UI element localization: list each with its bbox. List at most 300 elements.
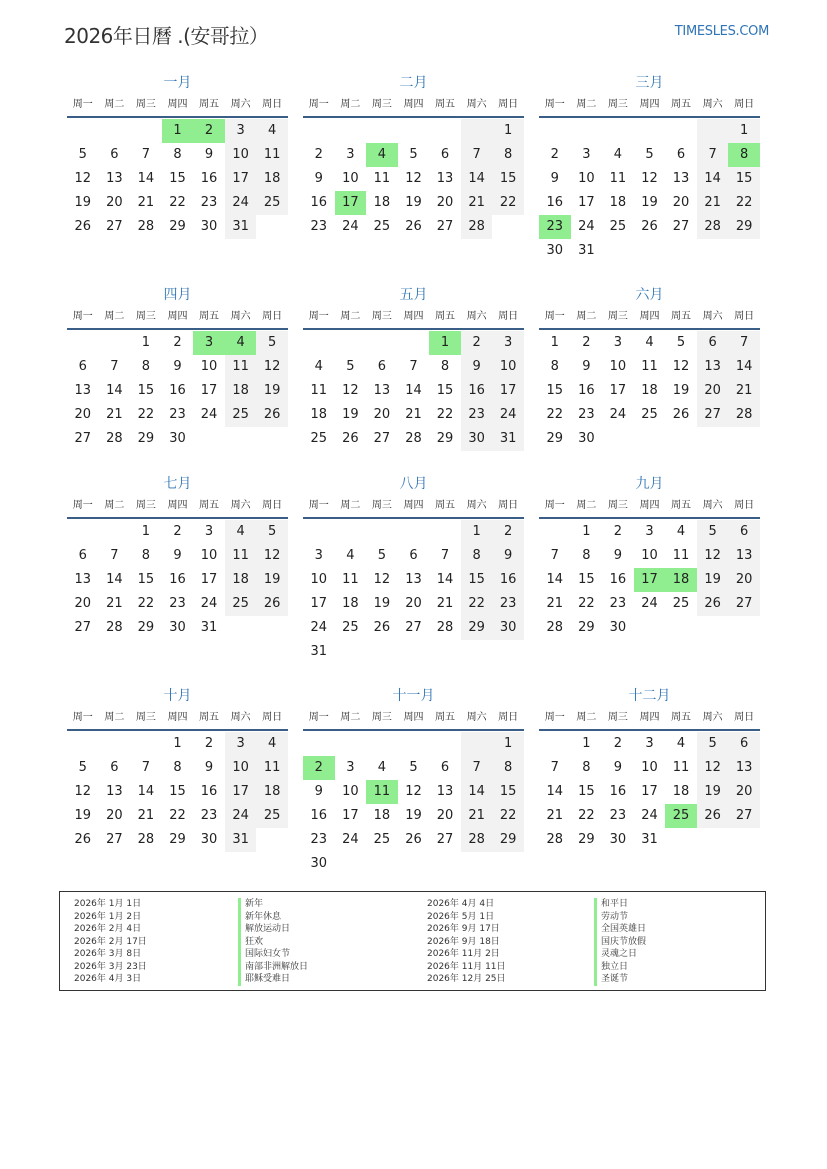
- day-cell[interactable]: 16: [310, 808, 328, 823]
- day-cell[interactable]: 22: [578, 808, 595, 823]
- day-cell[interactable]: 23: [609, 596, 627, 611]
- day-cell[interactable]: 10: [578, 171, 595, 186]
- day-cell[interactable]: 9: [613, 760, 623, 775]
- weekend-day-cell[interactable]: 19: [256, 568, 288, 592]
- day-cell[interactable]: 9: [173, 359, 182, 374]
- day-cell[interactable]: 5: [78, 760, 87, 775]
- day-cell[interactable]: 17: [578, 195, 595, 210]
- weekend-day-cell[interactable]: 15: [728, 167, 760, 191]
- weekend-day-cell[interactable]: 25: [225, 592, 257, 616]
- day-cell[interactable]: 15: [169, 171, 186, 186]
- day-cell[interactable]: 21: [106, 596, 123, 611]
- day-cell[interactable]: 14: [546, 784, 564, 799]
- weekend-day-cell[interactable]: 18: [225, 379, 257, 403]
- day-cell[interactable]: 24: [200, 407, 218, 422]
- day-cell[interactable]: 22: [137, 596, 155, 611]
- holiday-day-cell[interactable]: 11: [366, 780, 398, 804]
- brand-logo[interactable]: TIMESLES.COM: [674, 24, 769, 39]
- weekend-day-cell[interactable]: 7: [461, 143, 493, 167]
- day-cell[interactable]: 20: [106, 195, 123, 210]
- day-cell[interactable]: 25: [342, 620, 359, 635]
- day-cell[interactable]: 31: [641, 832, 658, 847]
- weekend-day-cell[interactable]: 22: [461, 592, 493, 616]
- day-cell[interactable]: 18: [310, 407, 328, 422]
- day-cell[interactable]: 25: [310, 431, 328, 446]
- day-cell[interactable]: 27: [436, 219, 454, 234]
- weekend-day-cell[interactable]: 4: [256, 732, 288, 756]
- day-cell[interactable]: 15: [578, 572, 595, 587]
- day-cell[interactable]: 5: [409, 147, 418, 162]
- weekend-day-cell[interactable]: 8: [492, 143, 524, 167]
- day-cell[interactable]: 16: [609, 784, 627, 799]
- weekend-day-cell[interactable]: 4: [225, 520, 257, 544]
- day-cell[interactable]: 28: [436, 620, 454, 635]
- weekend-day-cell[interactable]: 25: [225, 403, 257, 427]
- day-cell[interactable]: 12: [74, 171, 92, 186]
- day-cell[interactable]: 11: [310, 383, 328, 398]
- day-cell[interactable]: 24: [342, 832, 359, 847]
- day-cell[interactable]: 8: [173, 760, 182, 775]
- weekend-day-cell[interactable]: 14: [728, 355, 760, 379]
- weekend-day-cell[interactable]: 26: [697, 804, 729, 828]
- day-cell[interactable]: 7: [110, 548, 119, 563]
- day-cell[interactable]: 11: [373, 171, 391, 186]
- weekend-day-cell[interactable]: 27: [697, 403, 729, 427]
- day-cell[interactable]: 21: [137, 195, 155, 210]
- day-cell[interactable]: 3: [645, 524, 654, 539]
- weekend-day-cell[interactable]: 6: [697, 331, 729, 355]
- holiday-day-cell[interactable]: 4: [225, 331, 257, 355]
- weekend-day-cell[interactable]: 27: [728, 804, 760, 828]
- day-cell[interactable]: 20: [436, 195, 454, 210]
- weekend-day-cell[interactable]: 7: [728, 331, 760, 355]
- day-cell[interactable]: 29: [578, 832, 595, 847]
- day-cell[interactable]: 9: [613, 548, 623, 563]
- day-cell[interactable]: 2: [314, 147, 323, 162]
- weekend-day-cell[interactable]: 26: [256, 592, 288, 616]
- day-cell[interactable]: 12: [373, 572, 391, 587]
- weekend-day-cell[interactable]: 10: [225, 143, 257, 167]
- day-cell[interactable]: 22: [578, 596, 595, 611]
- day-cell[interactable]: 13: [405, 572, 422, 587]
- day-cell[interactable]: 26: [74, 219, 92, 234]
- weekend-day-cell[interactable]: 30: [492, 616, 524, 640]
- day-cell[interactable]: 26: [405, 832, 422, 847]
- day-cell[interactable]: 23: [310, 832, 328, 847]
- weekend-day-cell[interactable]: 28: [697, 215, 729, 239]
- day-cell[interactable]: 18: [342, 596, 359, 611]
- weekend-day-cell[interactable]: 22: [728, 191, 760, 215]
- day-cell[interactable]: 2: [613, 736, 623, 751]
- weekend-day-cell[interactable]: 1: [492, 732, 524, 756]
- holiday-day-cell[interactable]: 4: [366, 143, 398, 167]
- day-cell[interactable]: 22: [169, 195, 186, 210]
- day-cell[interactable]: 2: [204, 736, 214, 751]
- weekend-day-cell[interactable]: 28: [461, 215, 493, 239]
- day-cell[interactable]: 14: [546, 572, 564, 587]
- weekend-day-cell[interactable]: 31: [492, 427, 524, 451]
- day-cell[interactable]: 2: [613, 524, 623, 539]
- day-cell[interactable]: 16: [310, 195, 328, 210]
- day-cell[interactable]: 8: [141, 359, 151, 374]
- day-cell[interactable]: 6: [78, 359, 87, 374]
- weekend-day-cell[interactable]: 15: [461, 568, 493, 592]
- day-cell[interactable]: 17: [200, 383, 218, 398]
- day-cell[interactable]: 24: [641, 596, 658, 611]
- day-cell[interactable]: 30: [169, 620, 186, 635]
- weekend-day-cell[interactable]: 11: [225, 355, 257, 379]
- weekend-day-cell[interactable]: 31: [225, 828, 257, 852]
- weekend-day-cell[interactable]: 18: [256, 780, 288, 804]
- day-cell[interactable]: 13: [74, 572, 92, 587]
- weekend-day-cell[interactable]: 19: [697, 568, 729, 592]
- weekend-day-cell[interactable]: 15: [492, 167, 524, 191]
- day-cell[interactable]: 7: [141, 760, 151, 775]
- day-cell[interactable]: 18: [373, 195, 391, 210]
- weekend-day-cell[interactable]: 12: [697, 756, 729, 780]
- day-cell[interactable]: 19: [405, 195, 422, 210]
- weekend-day-cell[interactable]: 29: [728, 215, 760, 239]
- day-cell[interactable]: 17: [342, 808, 359, 823]
- weekend-day-cell[interactable]: 14: [697, 167, 729, 191]
- day-cell[interactable]: 29: [169, 832, 186, 847]
- day-cell[interactable]: 28: [137, 219, 155, 234]
- weekend-day-cell[interactable]: 23: [461, 403, 493, 427]
- day-cell[interactable]: 30: [609, 620, 627, 635]
- day-cell[interactable]: 7: [110, 359, 119, 374]
- day-cell[interactable]: 13: [436, 171, 454, 186]
- day-cell[interactable]: 2: [550, 147, 559, 162]
- day-cell[interactable]: 9: [204, 760, 214, 775]
- weekend-day-cell[interactable]: 21: [728, 379, 760, 403]
- holiday-day-cell[interactable]: 1: [162, 119, 194, 143]
- weekend-day-cell[interactable]: 24: [225, 804, 257, 828]
- day-cell[interactable]: 3: [314, 548, 323, 563]
- day-cell[interactable]: 24: [200, 596, 218, 611]
- day-cell[interactable]: 16: [546, 195, 564, 210]
- day-cell[interactable]: 30: [169, 431, 186, 446]
- weekend-day-cell[interactable]: 23: [492, 592, 524, 616]
- weekend-day-cell[interactable]: 31: [225, 215, 257, 239]
- day-cell[interactable]: 3: [204, 524, 214, 539]
- day-cell[interactable]: 21: [137, 808, 155, 823]
- weekend-day-cell[interactable]: 19: [697, 780, 729, 804]
- day-cell[interactable]: 8: [141, 548, 151, 563]
- day-cell[interactable]: 23: [200, 808, 218, 823]
- day-cell[interactable]: 30: [200, 832, 218, 847]
- day-cell[interactable]: 13: [106, 171, 123, 186]
- holiday-day-cell[interactable]: 2: [193, 119, 225, 143]
- weekend-day-cell[interactable]: 22: [492, 191, 524, 215]
- day-cell[interactable]: 16: [200, 784, 218, 799]
- day-cell[interactable]: 2: [582, 335, 591, 350]
- day-cell[interactable]: 18: [373, 808, 391, 823]
- day-cell[interactable]: 6: [110, 147, 119, 162]
- day-cell[interactable]: 16: [578, 383, 595, 398]
- day-cell[interactable]: 6: [440, 147, 450, 162]
- weekend-day-cell[interactable]: 7: [697, 143, 729, 167]
- day-cell[interactable]: 8: [582, 760, 591, 775]
- day-cell[interactable]: 20: [106, 808, 123, 823]
- day-cell[interactable]: 4: [613, 147, 623, 162]
- day-cell[interactable]: 4: [377, 760, 387, 775]
- day-cell[interactable]: 5: [78, 147, 87, 162]
- day-cell[interactable]: 1: [550, 335, 559, 350]
- day-cell[interactable]: 28: [405, 431, 422, 446]
- weekend-day-cell[interactable]: 1: [461, 520, 493, 544]
- day-cell[interactable]: 27: [106, 832, 123, 847]
- weekend-day-cell[interactable]: 21: [697, 191, 729, 215]
- weekend-day-cell[interactable]: 1: [728, 119, 760, 143]
- weekend-day-cell[interactable]: 3: [492, 331, 524, 355]
- day-cell[interactable]: 10: [200, 548, 218, 563]
- day-cell[interactable]: 2: [173, 524, 182, 539]
- holiday-day-cell[interactable]: 23: [539, 215, 571, 239]
- day-cell[interactable]: 10: [342, 784, 359, 799]
- day-cell[interactable]: 21: [106, 407, 123, 422]
- weekend-day-cell[interactable]: 18: [256, 167, 288, 191]
- day-cell[interactable]: 16: [609, 572, 627, 587]
- day-cell[interactable]: 12: [672, 359, 690, 374]
- weekend-day-cell[interactable]: 9: [461, 355, 493, 379]
- day-cell[interactable]: 27: [74, 431, 92, 446]
- weekend-day-cell[interactable]: 10: [492, 355, 524, 379]
- day-cell[interactable]: 13: [672, 171, 690, 186]
- day-cell[interactable]: 22: [436, 407, 454, 422]
- weekend-day-cell[interactable]: 21: [461, 191, 493, 215]
- weekend-day-cell[interactable]: 8: [461, 544, 493, 568]
- day-cell[interactable]: 20: [405, 596, 422, 611]
- day-cell[interactable]: 23: [310, 219, 328, 234]
- weekend-day-cell[interactable]: 6: [728, 732, 760, 756]
- weekend-day-cell[interactable]: 2: [461, 331, 493, 355]
- weekend-day-cell[interactable]: 20: [728, 780, 760, 804]
- day-cell[interactable]: 3: [613, 335, 623, 350]
- day-cell[interactable]: 11: [609, 171, 627, 186]
- day-cell[interactable]: 1: [141, 524, 151, 539]
- day-cell[interactable]: 27: [436, 832, 454, 847]
- weekend-day-cell[interactable]: 22: [492, 804, 524, 828]
- day-cell[interactable]: 24: [609, 407, 627, 422]
- holiday-day-cell[interactable]: 17: [335, 191, 367, 215]
- weekend-day-cell[interactable]: 5: [697, 520, 729, 544]
- weekend-day-cell[interactable]: 6: [728, 520, 760, 544]
- weekend-day-cell[interactable]: 12: [256, 544, 288, 568]
- day-cell[interactable]: 10: [641, 760, 658, 775]
- weekend-day-cell[interactable]: 5: [697, 732, 729, 756]
- day-cell[interactable]: 31: [310, 644, 328, 659]
- weekend-day-cell[interactable]: 12: [256, 355, 288, 379]
- day-cell[interactable]: 7: [550, 760, 559, 775]
- weekend-day-cell[interactable]: 20: [697, 379, 729, 403]
- day-cell[interactable]: 22: [137, 407, 155, 422]
- day-cell[interactable]: 5: [409, 760, 418, 775]
- weekend-day-cell[interactable]: 27: [728, 592, 760, 616]
- weekend-day-cell[interactable]: 26: [256, 403, 288, 427]
- day-cell[interactable]: 5: [676, 335, 686, 350]
- day-cell[interactable]: 12: [405, 784, 422, 799]
- weekend-day-cell[interactable]: 26: [697, 592, 729, 616]
- day-cell[interactable]: 21: [546, 808, 564, 823]
- day-cell[interactable]: 7: [550, 548, 559, 563]
- day-cell[interactable]: 13: [74, 383, 92, 398]
- day-cell[interactable]: 29: [436, 431, 454, 446]
- day-cell[interactable]: 3: [645, 736, 654, 751]
- day-cell[interactable]: 6: [377, 359, 387, 374]
- day-cell[interactable]: 7: [141, 147, 151, 162]
- day-cell[interactable]: 4: [314, 359, 323, 374]
- weekend-day-cell[interactable]: 24: [225, 191, 257, 215]
- weekend-day-cell[interactable]: 2: [492, 520, 524, 544]
- weekend-day-cell[interactable]: 15: [492, 780, 524, 804]
- day-cell[interactable]: 11: [672, 548, 690, 563]
- day-cell[interactable]: 26: [405, 219, 422, 234]
- day-cell[interactable]: 14: [137, 784, 155, 799]
- day-cell[interactable]: 11: [672, 760, 690, 775]
- holiday-day-cell[interactable]: 3: [193, 331, 225, 355]
- day-cell[interactable]: 28: [137, 832, 155, 847]
- day-cell[interactable]: 24: [310, 620, 328, 635]
- day-cell[interactable]: 1: [582, 524, 591, 539]
- day-cell[interactable]: 26: [342, 431, 359, 446]
- day-cell[interactable]: 9: [582, 359, 591, 374]
- holiday-day-cell[interactable]: 1: [429, 331, 461, 355]
- weekend-day-cell[interactable]: 3: [225, 732, 257, 756]
- day-cell[interactable]: 1: [141, 335, 151, 350]
- day-cell[interactable]: 12: [405, 171, 422, 186]
- holiday-day-cell[interactable]: 8: [728, 143, 760, 167]
- day-cell[interactable]: 1: [173, 736, 182, 751]
- day-cell[interactable]: 29: [169, 219, 186, 234]
- weekend-day-cell[interactable]: 14: [461, 780, 493, 804]
- holiday-day-cell[interactable]: 17: [634, 568, 666, 592]
- day-cell[interactable]: 5: [645, 147, 654, 162]
- weekend-day-cell[interactable]: 19: [256, 379, 288, 403]
- day-cell[interactable]: 17: [200, 572, 218, 587]
- weekend-day-cell[interactable]: 5: [256, 331, 288, 355]
- day-cell[interactable]: 29: [137, 620, 155, 635]
- weekend-day-cell[interactable]: 29: [461, 616, 493, 640]
- day-cell[interactable]: 15: [169, 784, 186, 799]
- day-cell[interactable]: 15: [578, 784, 595, 799]
- weekend-day-cell[interactable]: 21: [461, 804, 493, 828]
- day-cell[interactable]: 2: [173, 335, 182, 350]
- holiday-day-cell[interactable]: 2: [303, 756, 335, 780]
- day-cell[interactable]: 24: [641, 808, 658, 823]
- day-cell[interactable]: 19: [373, 596, 391, 611]
- day-cell[interactable]: 3: [346, 147, 355, 162]
- day-cell[interactable]: 9: [204, 147, 214, 162]
- day-cell[interactable]: 18: [672, 784, 690, 799]
- day-cell[interactable]: 4: [676, 736, 686, 751]
- day-cell[interactable]: 3: [346, 760, 355, 775]
- day-cell[interactable]: 8: [440, 359, 450, 374]
- day-cell[interactable]: 15: [546, 383, 564, 398]
- day-cell[interactable]: 30: [609, 832, 627, 847]
- day-cell[interactable]: 22: [546, 407, 564, 422]
- day-cell[interactable]: 12: [74, 784, 92, 799]
- weekend-day-cell[interactable]: 7: [461, 756, 493, 780]
- day-cell[interactable]: 19: [405, 808, 422, 823]
- day-cell[interactable]: 21: [546, 596, 564, 611]
- day-cell[interactable]: 10: [641, 548, 658, 563]
- day-cell[interactable]: 24: [342, 219, 359, 234]
- weekend-day-cell[interactable]: 17: [492, 379, 524, 403]
- day-cell[interactable]: 13: [373, 383, 391, 398]
- day-cell[interactable]: 19: [672, 383, 690, 398]
- day-cell[interactable]: 9: [550, 171, 559, 186]
- day-cell[interactable]: 7: [409, 359, 418, 374]
- day-cell[interactable]: 10: [342, 171, 359, 186]
- day-cell[interactable]: 23: [578, 407, 595, 422]
- day-cell[interactable]: 26: [641, 219, 658, 234]
- day-cell[interactable]: 8: [550, 359, 559, 374]
- day-cell[interactable]: 27: [672, 219, 690, 234]
- holiday-day-cell[interactable]: 18: [665, 568, 697, 592]
- day-cell[interactable]: 15: [436, 383, 454, 398]
- weekend-day-cell[interactable]: 18: [225, 568, 257, 592]
- day-cell[interactable]: 6: [676, 147, 686, 162]
- day-cell[interactable]: 6: [440, 760, 450, 775]
- day-cell[interactable]: 5: [346, 359, 355, 374]
- day-cell[interactable]: 25: [373, 832, 391, 847]
- day-cell[interactable]: 30: [310, 856, 328, 871]
- weekend-day-cell[interactable]: 13: [697, 355, 729, 379]
- day-cell[interactable]: 10: [310, 572, 328, 587]
- day-cell[interactable]: 6: [409, 548, 418, 563]
- weekend-day-cell[interactable]: 17: [225, 167, 257, 191]
- day-cell[interactable]: 15: [137, 383, 155, 398]
- day-cell[interactable]: 18: [609, 195, 627, 210]
- day-cell[interactable]: 7: [440, 548, 450, 563]
- day-cell[interactable]: 30: [200, 219, 218, 234]
- day-cell[interactable]: 14: [436, 572, 454, 587]
- day-cell[interactable]: 12: [641, 171, 658, 186]
- weekend-day-cell[interactable]: 9: [492, 544, 524, 568]
- holiday-day-cell[interactable]: 25: [665, 804, 697, 828]
- day-cell[interactable]: 19: [342, 407, 359, 422]
- weekend-day-cell[interactable]: 25: [256, 191, 288, 215]
- day-cell[interactable]: 31: [578, 243, 595, 258]
- day-cell[interactable]: 18: [641, 383, 658, 398]
- day-cell[interactable]: 16: [200, 171, 218, 186]
- day-cell[interactable]: 22: [169, 808, 186, 823]
- weekend-day-cell[interactable]: 17: [225, 780, 257, 804]
- day-cell[interactable]: 29: [578, 620, 595, 635]
- day-cell[interactable]: 29: [546, 431, 564, 446]
- day-cell[interactable]: 28: [546, 620, 564, 635]
- weekend-day-cell[interactable]: 5: [256, 520, 288, 544]
- day-cell[interactable]: 28: [106, 620, 123, 635]
- day-cell[interactable]: 14: [106, 383, 123, 398]
- day-cell[interactable]: 30: [546, 243, 564, 258]
- weekend-day-cell[interactable]: 20: [728, 568, 760, 592]
- day-cell[interactable]: 17: [641, 784, 658, 799]
- day-cell[interactable]: 27: [106, 219, 123, 234]
- day-cell[interactable]: 6: [78, 548, 87, 563]
- day-cell[interactable]: 23: [169, 407, 186, 422]
- weekend-day-cell[interactable]: 16: [492, 568, 524, 592]
- weekend-day-cell[interactable]: 29: [492, 828, 524, 852]
- day-cell[interactable]: 17: [609, 383, 627, 398]
- day-cell[interactable]: 14: [405, 383, 422, 398]
- day-cell[interactable]: 16: [169, 383, 186, 398]
- weekend-day-cell[interactable]: 16: [461, 379, 493, 403]
- day-cell[interactable]: 17: [310, 596, 328, 611]
- day-cell[interactable]: 27: [405, 620, 422, 635]
- day-cell[interactable]: 29: [137, 431, 155, 446]
- weekend-day-cell[interactable]: 4: [256, 119, 288, 143]
